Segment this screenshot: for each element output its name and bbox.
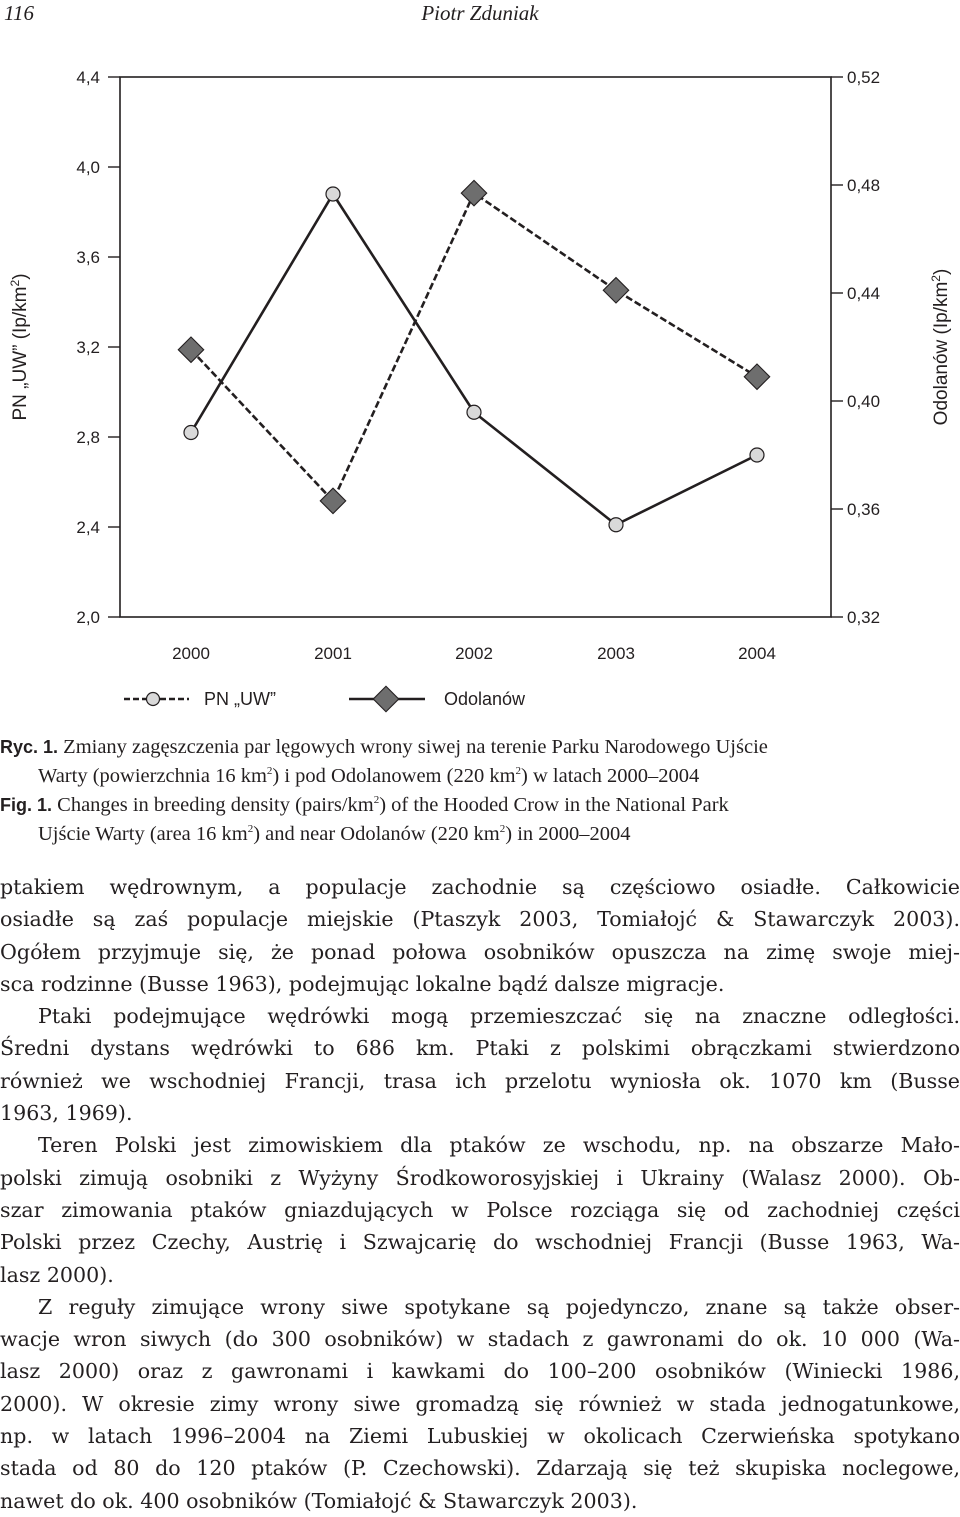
body-line: Średni dystans wędrówki to 686 km. Ptaki z polskimi obrączkami stwierdzono — [0, 1036, 960, 1061]
body-line: Ogółem przyjmuje się, że ponad połowa osobników opuszcza na zimę swoje miej- — [0, 939, 960, 964]
x-axis — [172, 644, 776, 663]
left-tick-label: 4,0 — [76, 158, 100, 177]
right-tick-label: 0,52 — [847, 68, 881, 87]
data-point-circle — [184, 426, 198, 440]
body-line: polski zimują osobniki z Wyżyny Środkoworosyjskiej i Ukrainy (Walasz 2000). Ob- — [0, 1165, 960, 1190]
body-line: również we wschodniej Francji, trasa ich przelotu wyniosła ok. 1070 km (Busse — [0, 1068, 960, 1093]
caption-pl-label: Ryc. 1. — [0, 737, 59, 757]
body-line: np. w latach 1996–2004 na Ziemi Lubuskiej w okolicach Czerwieńska spotykano — [0, 1424, 960, 1449]
running-head-author: Piotr Zduniak — [421, 1, 539, 25]
series-layer — [178, 180, 769, 531]
x-tick-label: 2000 — [172, 644, 210, 663]
body-line: lasz 2000). — [0, 1262, 114, 1287]
legend-odolanow-marker — [373, 686, 398, 711]
body-line: Teren Polski jest zimowiskiem dla ptaków ze wschodu, np. na obszarze Mało- — [38, 1133, 960, 1158]
plot-frame — [120, 77, 831, 617]
body-line: wacje wron siwych (do 300 osobników) w stadach z gawronami do ok. 10 000 (Wa- — [0, 1327, 960, 1352]
left-tick-label: 3,6 — [76, 248, 100, 267]
page-header — [0, 0, 960, 30]
x-tick-label: 2003 — [597, 644, 635, 663]
right-tick-label: 0,32 — [847, 608, 881, 627]
body-text — [0, 871, 960, 1517]
page-number: 116 — [4, 1, 34, 25]
body-line: stada od 80 do 120 ptaków (P. Czechowski). Zdarzają się też skupiska noclegowe, — [0, 1456, 960, 1481]
body-line: Z reguły zimujące wrony siwe spotykane są pojedynczo, znane są także obser- — [38, 1294, 960, 1319]
legend-odolanow-label: Odolanów — [444, 689, 526, 709]
body-line: szar zimowania ptaków gniazdujących w Polsce rozciąga się od zachodniej części — [0, 1197, 960, 1222]
series-line — [191, 194, 757, 525]
right-axis — [831, 68, 880, 627]
data-point-circle — [326, 187, 340, 201]
left-tick-label: 3,2 — [76, 338, 100, 357]
left-axis — [76, 68, 120, 627]
body-line: sca rodzinne (Busse 1963), podejmując lokalne bądź dalsze migracje. — [0, 971, 725, 996]
x-tick-label: 2002 — [455, 644, 493, 663]
caption-pl-text-2: Warty (powierzchnia 16 $km^2$) i pod Odolanowem (220 $km^2$) w latach 2000–2004 — [38, 765, 700, 787]
body-line: Polski przez Czechy, Austrię i Szwajcarię do wschodniej Francji (Busse 1963, Wa- — [0, 1230, 960, 1255]
left-axis-label: PN „UW” $(Ip/km^2)$ — [8, 273, 31, 421]
right-tick-label: 0,48 — [847, 176, 881, 195]
right-tick-label: 0,36 — [847, 500, 881, 519]
body-line: lasz 2000) oraz z gawronami i kawkami do 100–200 osobników (Winiecki 1986, — [0, 1359, 960, 1384]
data-point-diamond — [461, 180, 486, 205]
body-line: 1963, 1969). — [0, 1101, 133, 1126]
left-tick-label: 4,4 — [76, 68, 100, 87]
left-tick-label: 2,4 — [76, 518, 100, 537]
body-line: osiadłe są zaś populacje miejskie (Ptaszyk 2003, Tomiałojć & Stawarczyk 2003). — [0, 907, 960, 932]
left-tick-label: 2,8 — [76, 428, 100, 447]
body-line: nawet do ok. 400 osobników (Tomiałojć & Stawarczyk 2003). — [0, 1488, 638, 1513]
data-point-diamond — [744, 364, 769, 389]
body-line: ptakiem wędrownym, a populacje zachodnie są częściowo osiadłe. Całkowicie — [0, 875, 960, 899]
figure-caption-en — [0, 791, 960, 849]
body-line: Ptaki podejmujące wędrówki mogą przemieszczać się na znaczne odległości. — [38, 1004, 960, 1029]
data-point-diamond — [603, 278, 628, 303]
left-tick-label: 2,0 — [76, 608, 100, 627]
right-tick-label: 0,44 — [847, 284, 881, 303]
series-line — [191, 193, 757, 501]
x-tick-label: 2001 — [314, 644, 352, 663]
legend-pn-uw-label: PN „UW” — [204, 689, 276, 709]
data-point-circle — [750, 448, 764, 462]
right-axis-label: Odolanów $(Ip/km^2)$ — [929, 268, 952, 426]
data-point-circle — [609, 518, 623, 532]
body-line: 2000). W okresie zimy wrony siwe gromadzą się również w stada jednogatunkowe, — [0, 1391, 960, 1416]
legend-pn-uw-marker — [147, 693, 160, 706]
caption-en-label: Fig. 1. — [0, 795, 53, 815]
data-point-circle — [467, 405, 481, 419]
legend — [124, 686, 526, 711]
caption-en-text-2: Ujście Warty (area 16 $km^2$) and near Odolanów (220 $km^2$) in 2000–2004 — [38, 823, 631, 845]
caption-pl-text-1: Zmiany zagęszczenia par lęgowych wrony siwej na terenie Parku Narodowego Ujście — [63, 736, 768, 758]
right-tick-label: 0,40 — [847, 392, 881, 411]
density-line-chart — [0, 40, 960, 720]
figure-caption-pl — [0, 733, 960, 791]
caption-en-text-1: Changes in breeding density $(pairs/km^2)$ of the Hooded Crow in the National Park — [57, 794, 729, 816]
x-tick-label: 2004 — [738, 644, 776, 663]
